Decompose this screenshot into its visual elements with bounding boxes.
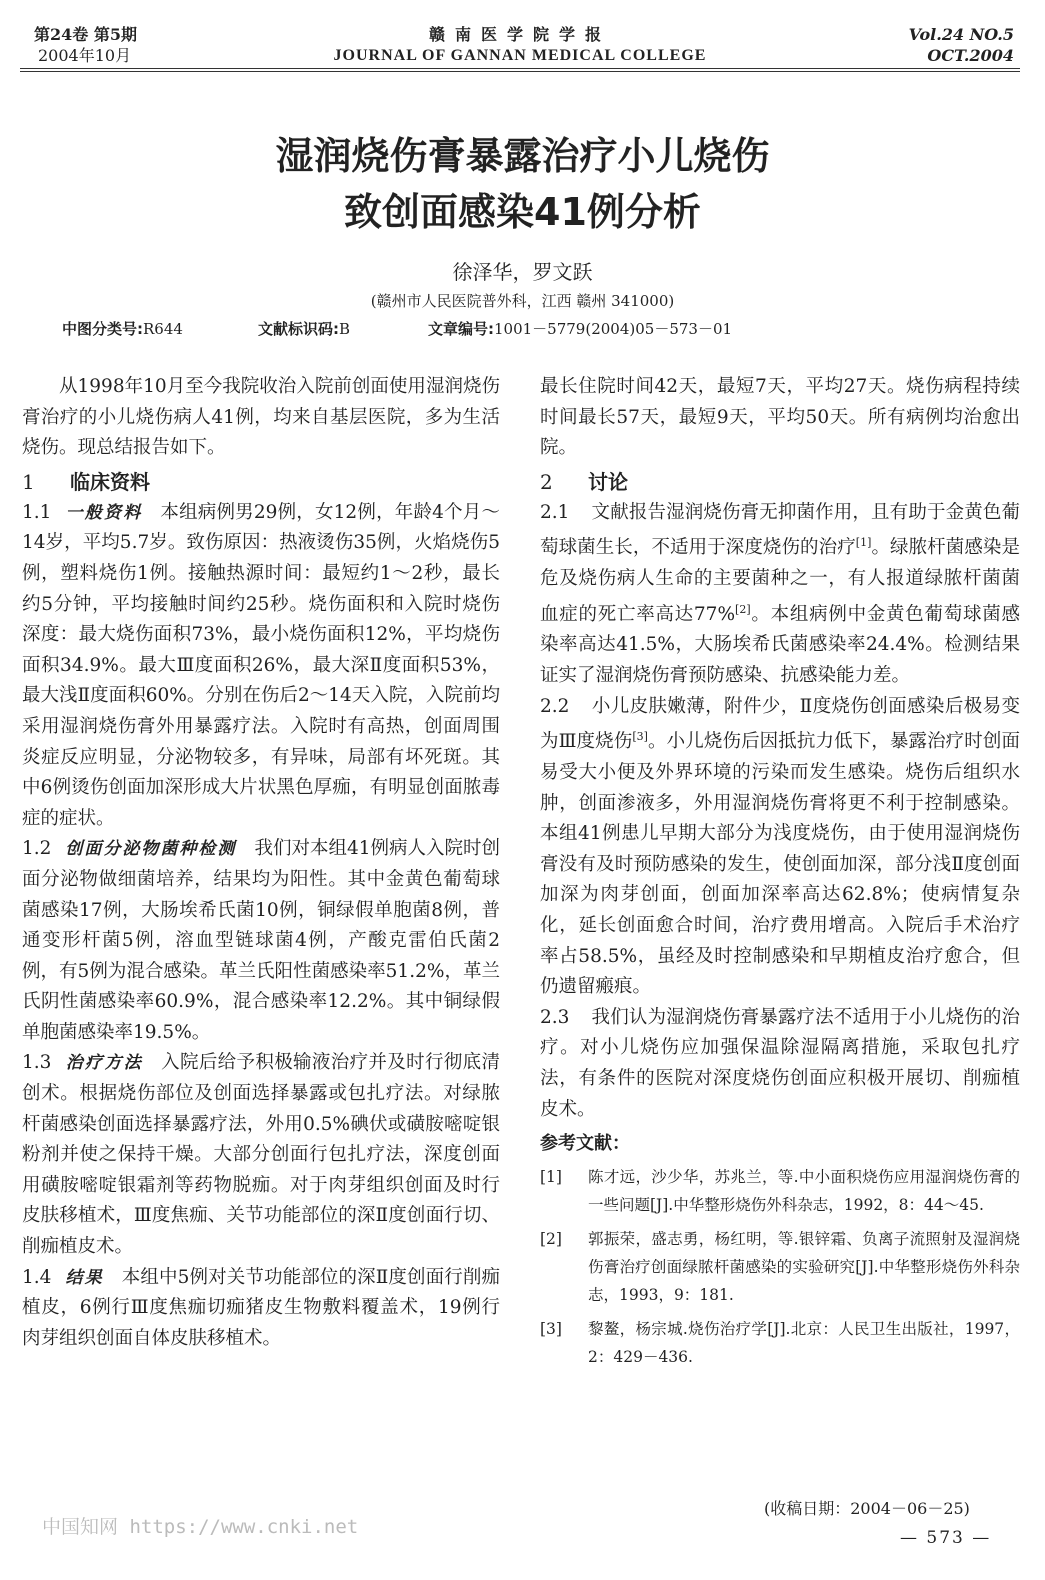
reference-text: 郭振荣，盛志勇，杨红明，等.银锌霜、负离子流照射及湿润烧伤膏治疗创面绿脓杆菌感染的实验研究[J].中华整形烧伤外科杂志，1993，9：181. — [588, 1230, 1020, 1305]
title-line-2: 致创面感染41例分析 — [344, 190, 701, 234]
section-1-title: 临床资料 — [70, 469, 150, 494]
received-date: (收稿日期：2004－06－25) — [764, 1499, 970, 1518]
citation-3: [3] — [632, 730, 648, 744]
issue-date-cn: 2004年10月 — [38, 46, 132, 65]
journal-name-cn: 赣南医学院学报 — [428, 25, 611, 44]
references-heading: 参考文献： — [540, 1133, 630, 1155]
issue-date-en: OCT.2004 — [927, 46, 1014, 65]
volume-issue: 第24卷 第5期 — [34, 25, 137, 44]
authors: 徐泽华，罗文跃 — [452, 260, 593, 284]
cnki-watermark: 中国知网 https://www.cnki.net — [42, 1516, 359, 1538]
section-1-heading — [22, 466, 500, 498]
subsection-2-3-number: 2.3 — [540, 1006, 570, 1028]
section-2-number: 2 — [540, 469, 553, 494]
page-number: — 573 — — [900, 1528, 992, 1548]
intro-paragraph: 从1998年10月至今我院收治入院前创面使用湿润烧伤膏治疗的小儿烧伤病人41例，均来自基层医院，多为生活烧伤。现总结报告如下。 — [22, 376, 500, 459]
volume-en: Vol.24 NO.5 — [908, 25, 1014, 44]
reference-item — [540, 1315, 1020, 1371]
subsection-2-3 — [540, 1003, 1020, 1125]
subsection-1-4-continued: 最长住院时间42天，最短7天，平均27天。烧伤病程持续时间最长57天，最短9天，平均50天。所有病例均治愈出院。 — [540, 376, 1020, 459]
reference-text: 陈才远，沙少华，苏兆兰，等.中小面积烧伤应用湿润烧伤膏的一些问题[J].中华整形烧伤外科杂志，1992，8：44～45. — [588, 1168, 1020, 1215]
subsection-2-1 — [540, 498, 1020, 692]
subsection-1-2 — [22, 834, 500, 1048]
subsection-2-1-text-c: 。本组病例中金黄色葡萄球菌感染率高达41.5%，大肠埃希氏菌感染率24.4%。检测结果证实了湿润烧伤膏预防感染、抗感染能力差。 — [540, 603, 1020, 687]
header-right — [909, 24, 1014, 66]
header-rule-top — [20, 68, 1020, 69]
subsection-1-2-text: 我们对本组41例病人入院时创面分泌物做细菌培养，结果均为阳性。其中金黄色葡萄球菌感染17例，大肠埃希氏菌10例，铜绿假单胞菌8例，普通变形杆菌5例，溶血型链球菌4例，产酸克雷伯氏菌2例，有5例为混合感染。革兰氏阳性菌感染率51.2%，革兰氏阴性菌感染率60.9%，混合感染率12.2%。其中铜绿假单胞菌感染率19.5%。 — [22, 838, 500, 1043]
subsection-1-4-number: 1.4 — [22, 1266, 52, 1288]
header-rule-bottom — [20, 71, 1020, 72]
article-number — [428, 318, 732, 339]
subsection-2-3-text: 我们认为湿润烧伤膏暴露疗法不适用于小儿烧伤的治疗。对小儿烧伤应加强保温除湿隔离措施，采取包扎疗法，有条件的医院对深度烧伤创面应积极开展切、削痂植皮术。 — [540, 1006, 1020, 1120]
subsection-1-3-title: 治疗方法 — [65, 1053, 144, 1074]
subsection-2-2-text-a: 小儿皮肤嫩薄，附件少，Ⅱ度烧伤创面感染后极易变为Ⅲ度烧伤 — [540, 695, 1020, 753]
reference-number: [1] — [540, 1168, 562, 1187]
subsection-1-1 — [22, 498, 500, 835]
reference-number: [3] — [540, 1320, 562, 1339]
running-header — [20, 22, 1020, 70]
subsection-1-3-number: 1.3 — [22, 1052, 52, 1074]
subsection-2-1-text-a: 文献报告湿润烧伤膏无抑菌作用，且有助于金黄色葡萄球菌生长，不适用于深度烧伤的治疗 — [540, 501, 1020, 559]
citation-1: [1] — [855, 536, 872, 550]
left-column — [22, 372, 500, 1354]
subsection-1-2-number: 1.2 — [22, 838, 52, 860]
subsection-2-2-number: 2.2 — [540, 695, 570, 717]
journal-name-en: JOURNAL OF GANNAN MEDICAL COLLEGE — [333, 47, 707, 64]
section-2-heading — [540, 466, 1020, 498]
article-label: 文章编号: — [428, 320, 494, 338]
article-title — [0, 128, 1045, 240]
subsection-1-4-text: 本组中5例对关节功能部位的深Ⅱ度创面行削痂植皮，6例行Ⅲ度焦痂切痂猪皮生物敷料覆盖术，19例行肉芽组织创面自体皮肤移植术。 — [22, 1266, 500, 1349]
clc-label: 中图分类号: — [62, 320, 143, 338]
subsection-1-4 — [22, 1263, 500, 1355]
doc-code — [258, 318, 350, 339]
subsection-1-1-text: 本组病例男29例，女12例，年龄4个月～14岁，平均5.7岁。致伤原因：热液烫伤35例，火焰烧伤5例，塑料烧伤1例。接触热源时间：最短约1～2秒，最长约5分钟，平均接触时间约25秒。烧伤面积和入院时烧伤深度：最大烧伤面积73%，最小烧伤面积12%，平均烧伤面积34.9%。最大Ⅲ度面积26%，最大深Ⅱ度面积53%，最大浅Ⅱ度面积60%。分别在伤后2～14天入院，入院前均采用湿润烧伤膏外用暴露疗法。入院时有高热，创面周围炎症反应明显，分泌物较多，有异味，局部有坏死斑。其中6例烫伤创面加深形成大片状黑色厚痂，有明显创面脓毒症的症状。 — [22, 501, 501, 829]
subsection-1-4-title: 结果 — [65, 1267, 104, 1288]
doc-label: 文献标识码: — [258, 320, 339, 338]
subsection-1-1-title: 一般资料 — [65, 502, 143, 523]
header-center — [20, 24, 1020, 66]
subsection-1-1-number: 1.1 — [22, 501, 52, 523]
affiliation: (赣州市人民医院普外科，江西 赣州 341000) — [370, 292, 675, 310]
title-line-1: 湿润烧伤膏暴露治疗小儿烧伤 — [275, 134, 770, 178]
right-column — [540, 372, 1020, 1377]
reference-item — [540, 1225, 1020, 1309]
article-value: 1001－5779(2004)05－573－01 — [494, 320, 733, 338]
reference-item — [540, 1163, 1020, 1219]
subsection-2-2 — [540, 692, 1020, 1003]
clc-value: R644 — [143, 320, 183, 338]
subsection-2-2-text-b: 。小儿烧伤后因抵抗力低下，暴露治疗时创面易受大小便及外界环境的污染而发生感染。烧伤后组织水肿，创面渗液多，外用湿润烧伤膏将更不利于控制感染。本组41例患儿早期大部分为浅度烧伤，由于使用湿润烧伤膏没有及时预防感染的发生，使创面加深，部分浅Ⅱ度创面加深为肉芽创面，创面加深率高达62.8%；使病情复杂化，延长创面愈合时间，治疗费用增高。入院后手术治疗率占58.5%，虽经及时控制感染和早期植皮治疗愈合，但仍遗留瘢痕。 — [540, 731, 1020, 998]
subsection-1-3-text: 入院后给予积极输液治疗并及时行彻底清创术。根据烧伤部位及创面选择暴露或包扎疗法。对绿脓杆菌感染创面选择暴露疗法，外用0.5%碘伏或磺胺嘧啶银粉剂并使之保持干燥。大部分创面行包扎疗法，深度创面用磺胺嘧啶银霜剂等药物脱痂。对于肉芽组织创面及时行皮肤移植术，Ⅲ度焦痂、关节功能部位的深Ⅱ度创面行切、削痂植皮术。 — [22, 1052, 500, 1258]
reference-text: 黎鳌，杨宗城.烧伤治疗学[J].北京：人民卫生出版社，1997，2：429－436. — [588, 1320, 1020, 1367]
citation-2: [2] — [735, 602, 751, 616]
clc-number — [62, 318, 183, 339]
reference-number: [2] — [540, 1230, 562, 1249]
section-1-number: 1 — [22, 469, 35, 494]
section-2-title: 讨论 — [588, 469, 628, 494]
doc-value: B — [339, 320, 351, 338]
subsection-1-2-title: 创面分泌物菌种检测 — [65, 839, 237, 860]
subsection-2-1-text-b: 。绿脓杆菌感染是危及烧伤病人生命的主要菌种之一，有人报道绿脓杆菌菌血症的死亡率高达77% — [540, 537, 1020, 625]
subsection-1-3 — [22, 1048, 500, 1262]
subsection-2-1-number: 2.1 — [540, 501, 570, 523]
